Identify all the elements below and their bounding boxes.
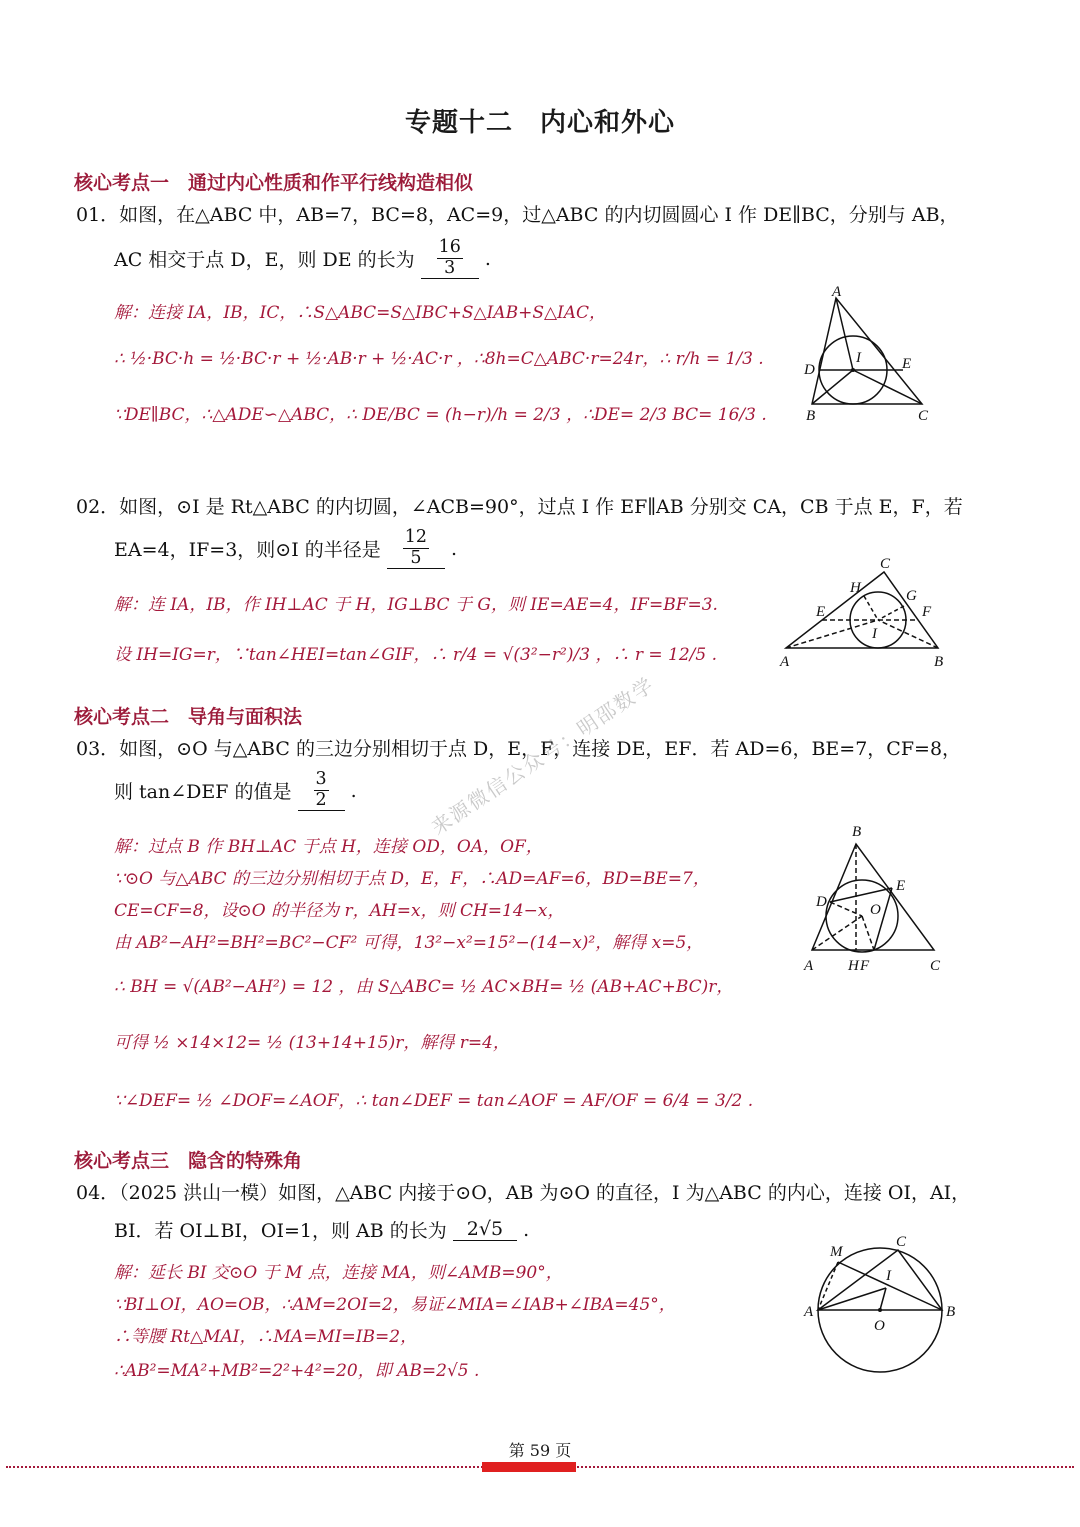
question-3-line-1: 03．如图，⊙O 与△ABC 的三边分别相切于点 D，E，F，连接 DE，EF．若 AD=6，BE=7，CF=8，: [76, 738, 962, 760]
question-1-answer: $\frac{16}{3}$: [421, 238, 479, 279]
label-H: H: [850, 580, 861, 596]
solution-1-line-1: 解：连接 IA，IB，IC，∴S△ABC=S△IBC+S△IAB+S△IAC，: [114, 303, 607, 323]
label-I: I: [856, 350, 861, 366]
diagram-3: [798, 820, 948, 976]
diagram-4: [800, 1232, 970, 1382]
label-E: E: [816, 604, 826, 620]
label-O: O: [870, 902, 881, 918]
diagram-1: [798, 286, 948, 426]
page-title: 专题十二 内心和外心: [404, 108, 675, 138]
label-E: E: [902, 356, 912, 372]
solution-3-line-7: ∵∠DEF= ½ ∠DOF=∠AOF，∴ tan∠DEF = tan∠AOF = AF/OF = 6/4 = 3/2 .: [114, 1091, 754, 1111]
label-G: G: [906, 588, 917, 604]
solution-1-line-2: ∴ ½·BC·h = ½·BC·r + ½·AB·r + ½·AC·r ，∴8h=C△ABC·r=24r，∴ r/h = 1/3 .: [114, 349, 764, 369]
question-4-answer: 2√5: [453, 1218, 517, 1241]
solution-3-line-4: 由 AB²−AH²=BH²=BC²−CF² 可得，13²−x²=15²−(14−x)²，解得 x=5，: [114, 933, 704, 953]
solution-3-line-1: 解：过点 B 作 BH⊥AC 于点 H，连接 OD，OA，OF，: [114, 837, 543, 857]
solution-3-line-3: CE=CF=8，设⊙O 的半径为 r，AH=x，则 CH=14−x，: [114, 901, 565, 921]
label-F: F: [860, 958, 870, 974]
question-3-line-2-text: 则 tan∠DEF 的值是: [114, 781, 292, 804]
label-B: B: [946, 1304, 956, 1320]
question-3-line-2: 则 tan∠DEF 的值是 $\frac{3}{2}$ .: [114, 769, 357, 810]
question-1-line-2-text: AC 相交于点 D，E，则 DE 的长为: [114, 249, 415, 272]
label-B: B: [806, 408, 816, 424]
label-C: C: [930, 958, 941, 974]
solution-2-line-1: 解：连 IA，IB，作 IH⊥AC 于 H，IG⊥BC 于 G，则 IE=AE=4，IF=BF=3.: [114, 595, 718, 615]
label-B: B: [934, 654, 944, 670]
label-A: A: [804, 1304, 814, 1320]
label-D: D: [804, 362, 815, 378]
solution-4-line-3: ∴等腰 Rt△MAI，∴MA=MI=IB=2，: [114, 1327, 418, 1347]
question-2-line-2: EA=4，IF=3，则⊙I 的半径是 $\frac{12}{5}$ .: [114, 527, 458, 568]
question-2-line-2-text: EA=4，IF=3，则⊙I 的半径是: [114, 539, 381, 562]
section-heading-2: 核心考点二 导角与面积法: [74, 706, 303, 728]
label-A: A: [804, 958, 814, 974]
label-E: E: [896, 878, 906, 894]
label-F: F: [922, 604, 932, 620]
question-4-line-2: BI．若 OI⊥BI，OI=1，则 AB 的长为 2√5 .: [114, 1218, 530, 1242]
label-A: A: [780, 654, 790, 670]
page-number: 第 59 页: [508, 1441, 572, 1460]
question-1-line-1: 01．如图，在△ABC 中，AB=7，BC=8，AC=9，过△ABC 的内切圆圆心 I 作 DE∥BC，分别与 AB，: [76, 204, 959, 226]
section-heading-1: 核心考点一 通过内心性质和作平行线构造相似: [74, 172, 474, 194]
section-heading-3: 核心考点三 隐含的特殊角: [74, 1150, 303, 1172]
label-H: H: [848, 958, 859, 974]
label-O: O: [874, 1318, 885, 1334]
diagram-2: [772, 554, 952, 676]
question-1-line-2: AC 相交于点 D，E，则 DE 的长为 $\frac{16}{3}$ .: [114, 237, 491, 278]
label-I: I: [886, 1268, 891, 1284]
solution-1-line-3: ∵DE∥BC，∴△ADE∽△ABC，∴ DE/BC = (h−r)/h = 2/3 ，∴DE= 2/3 BC= 16/3 .: [114, 405, 767, 425]
label-C: C: [880, 556, 891, 572]
solution-3-line-5: ∴ BH = √(AB²−AH²) = 12 ，由 S△ABC= ½ AC×BH= ½ (AB+AC+BC)r，: [114, 977, 734, 997]
solution-2-line-2: 设 IH=IG=r，∵tan∠HEI=tan∠GIF，∴ r/4 = √(3²−r²)/3 ，∴ r = 12/5 .: [114, 645, 718, 665]
solution-4-line-4: ∴AB²=MA²+MB²=2²+4²=20，即 AB=2√5 .: [114, 1361, 480, 1381]
label-I: I: [872, 626, 877, 642]
label-C: C: [896, 1234, 907, 1250]
solution-3-line-6: 可得 ½ ×14×12= ½ (13+14+15)r，解得 r=4，: [114, 1033, 510, 1053]
label-D: D: [816, 894, 827, 910]
question-2-answer: $\frac{12}{5}$: [387, 528, 445, 569]
question-4-line-2-text: BI．若 OI⊥BI，OI=1，则 AB 的长为: [114, 1220, 447, 1242]
question-2-line-1: 02．如图，⊙I 是 Rt△ABC 的内切圆，∠ACB=90°，过点 I 作 EF∥AB 分别交 CA，CB 于点 E，F，若: [76, 496, 963, 518]
label-B: B: [852, 824, 862, 840]
label-A: A: [832, 286, 842, 300]
question-4-line-1: 04．（2025 洪山一模）如图，△ABC 内接于⊙O，AB 为⊙O 的直径，I 为△ABC 的内心，连接 OI，AI，: [76, 1182, 971, 1204]
solution-3-line-2: ∵⊙O 与△ABC 的三边分别相切于点 D，E，F，∴AD=AF=6，BD=BE=7，: [114, 869, 710, 889]
label-C: C: [918, 408, 929, 424]
solution-4-line-2: ∵BI⊥OI，AO=OB，∴AM=2OI=2，易证∠MIA=∠IAB+∠IBA=45°，: [114, 1295, 676, 1315]
label-M: M: [830, 1244, 843, 1260]
question-3-answer: $\frac{3}{2}$: [298, 770, 345, 811]
watermark: 来源微信公众号：明邵数学: [426, 671, 659, 840]
footer-accent-bar: [482, 1462, 576, 1472]
solution-4-line-1: 解：延长 BI 交⊙O 于 M 点，连接 MA，则∠AMB=90°，: [114, 1263, 563, 1283]
